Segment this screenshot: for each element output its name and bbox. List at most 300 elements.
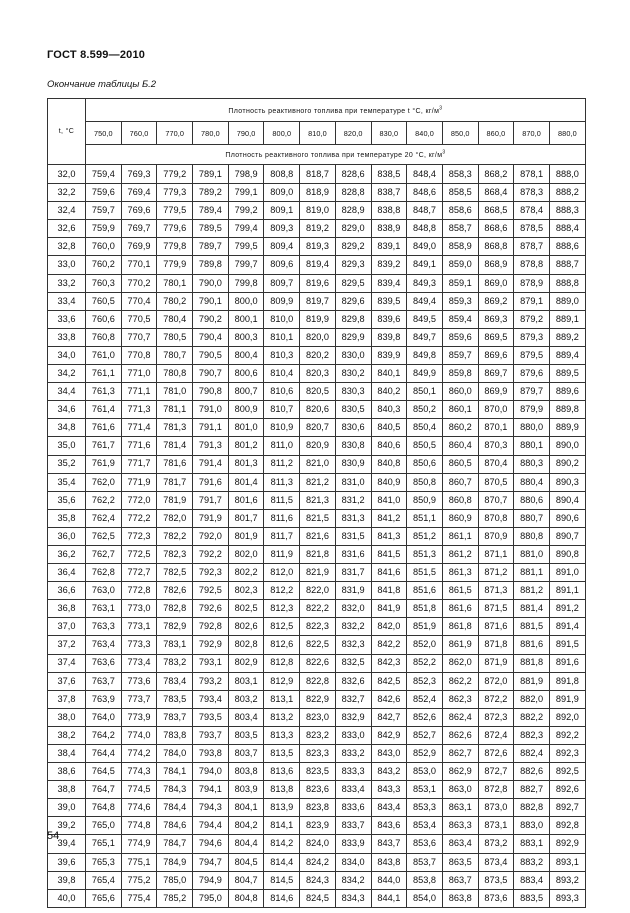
density-cell: 833,6 xyxy=(335,799,371,817)
density-cell: 801,0 xyxy=(228,419,264,437)
density-cell: 842,9 xyxy=(371,726,407,744)
density-cell: 804,2 xyxy=(228,817,264,835)
column-header-830-0: 830,0 xyxy=(371,122,407,145)
density-cell: 783,8 xyxy=(157,726,193,744)
density-cell: 772,2 xyxy=(121,509,157,527)
density-cell: 783,5 xyxy=(157,690,193,708)
reference-header-text: Плотность реактивного топлива при температуре 20 °C, $кг/м^3$ xyxy=(225,149,446,160)
density-cell: 780,8 xyxy=(157,365,193,383)
density-cell: 843,2 xyxy=(371,763,407,781)
density-cell: 773,7 xyxy=(121,690,157,708)
table-row xyxy=(48,292,586,310)
temperature-cell: 38,2 xyxy=(48,726,86,744)
density-cell: 791,0 xyxy=(193,401,229,419)
density-cell: 803,1 xyxy=(228,672,264,690)
density-cell: 850,2 xyxy=(407,401,443,419)
density-cell: 763,9 xyxy=(86,690,122,708)
column-header-850-0: 850,0 xyxy=(442,122,478,145)
density-cell: 850,8 xyxy=(407,473,443,491)
density-cell: 893,1 xyxy=(549,853,585,871)
density-cell: 822,6 xyxy=(300,654,336,672)
density-cell: 830,3 xyxy=(335,383,371,401)
column-header-800-0: 800,0 xyxy=(264,122,300,145)
density-cell: 774,8 xyxy=(121,817,157,835)
density-cell: 759,6 xyxy=(86,184,122,202)
density-cell: 883,5 xyxy=(514,889,550,907)
density-cell: 841,9 xyxy=(371,600,407,618)
density-cell: 785,0 xyxy=(157,871,193,889)
temperature-cell: 33,6 xyxy=(48,310,86,328)
density-cell: 869,9 xyxy=(478,383,514,401)
density-cell: 769,9 xyxy=(121,238,157,256)
density-cell: 868,4 xyxy=(478,184,514,202)
density-cell: 783,1 xyxy=(157,636,193,654)
density-cell: 772,0 xyxy=(121,491,157,509)
density-cell: 892,5 xyxy=(549,763,585,781)
density-cell: 878,3 xyxy=(514,184,550,202)
column-header-750-0: 750,0 xyxy=(86,122,122,145)
density-cell: 871,8 xyxy=(478,636,514,654)
density-cell: 771,4 xyxy=(121,419,157,437)
density-cell: 889,0 xyxy=(549,292,585,310)
density-cell: 774,5 xyxy=(121,781,157,799)
density-cell: 830,5 xyxy=(335,401,371,419)
density-cell: 794,9 xyxy=(193,871,229,889)
density-cell: 765,6 xyxy=(86,889,122,907)
density-cell: 821,2 xyxy=(300,473,336,491)
density-cell: 785,2 xyxy=(157,889,193,907)
density-cell: 759,4 xyxy=(86,165,122,184)
density-cell: 840,2 xyxy=(371,383,407,401)
density-cell: 893,2 xyxy=(549,871,585,889)
density-cell: 771,1 xyxy=(121,383,157,401)
density-cell: 890,0 xyxy=(549,437,585,455)
density-cell: 761,4 xyxy=(86,401,122,419)
density-cell: 832,7 xyxy=(335,690,371,708)
density-at-t-header xyxy=(86,99,586,122)
density-cell: 765,3 xyxy=(86,853,122,871)
density-cell: 840,9 xyxy=(371,473,407,491)
density-cell: 819,6 xyxy=(300,274,336,292)
density-cell: 822,5 xyxy=(300,636,336,654)
density-cell: 860,0 xyxy=(442,383,478,401)
density-cell: 801,7 xyxy=(228,509,264,527)
column-header-880-0: 880,0 xyxy=(549,122,585,145)
density-cell: 842,0 xyxy=(371,618,407,636)
density-cell: 859,8 xyxy=(442,365,478,383)
density-cell: 871,6 xyxy=(478,618,514,636)
density-cell: 764,4 xyxy=(86,745,122,763)
table-row xyxy=(48,437,586,455)
density-cell: 861,1 xyxy=(442,527,478,545)
density-cell: 761,0 xyxy=(86,346,122,364)
density-cell: 828,6 xyxy=(335,165,371,184)
density-cell: 813,2 xyxy=(264,708,300,726)
density-cell: 862,0 xyxy=(442,654,478,672)
density-cell: 823,2 xyxy=(300,726,336,744)
density-cell: 849,5 xyxy=(407,310,443,328)
column-header-770-0: 770,0 xyxy=(157,122,193,145)
density-cell: 784,4 xyxy=(157,799,193,817)
density-cell: 781,4 xyxy=(157,437,193,455)
density-cell: 760,0 xyxy=(86,238,122,256)
page-number: 54 xyxy=(47,830,60,842)
density-cell: 840,8 xyxy=(371,455,407,473)
density-cell: 784,9 xyxy=(157,853,193,871)
density-cell: 781,7 xyxy=(157,473,193,491)
density-cell: 793,1 xyxy=(193,654,229,672)
density-at-20-header xyxy=(86,145,586,165)
density-cell: 791,9 xyxy=(193,509,229,527)
density-cell: 834,3 xyxy=(335,889,371,907)
density-cell: 832,0 xyxy=(335,600,371,618)
density-cell: 802,0 xyxy=(228,545,264,563)
density-cell: 819,0 xyxy=(300,202,336,220)
table-row xyxy=(48,799,586,817)
density-cell: 870,1 xyxy=(478,419,514,437)
density-cell: 800,6 xyxy=(228,365,264,383)
temperature-cell: 39,0 xyxy=(48,799,86,817)
density-cell: 831,6 xyxy=(335,545,371,563)
density-cell: 881,5 xyxy=(514,618,550,636)
density-cell: 790,1 xyxy=(193,292,229,310)
density-cell: 838,9 xyxy=(371,220,407,238)
density-cell: 799,2 xyxy=(228,202,264,220)
density-cell: 873,2 xyxy=(478,835,514,853)
temperature-cell: 37,6 xyxy=(48,672,86,690)
table-row xyxy=(48,763,586,781)
density-cell: 889,6 xyxy=(549,383,585,401)
density-cell: 802,3 xyxy=(228,582,264,600)
density-cell: 890,6 xyxy=(549,509,585,527)
table-body xyxy=(48,165,586,908)
density-cell: 821,8 xyxy=(300,545,336,563)
density-cell: 880,6 xyxy=(514,491,550,509)
density-cell: 821,5 xyxy=(300,509,336,527)
density-cell: 812,9 xyxy=(264,672,300,690)
density-cell: 802,8 xyxy=(228,636,264,654)
density-cell: 791,1 xyxy=(193,419,229,437)
table-row xyxy=(48,582,586,600)
density-cell: 812,3 xyxy=(264,600,300,618)
density-cell: 820,0 xyxy=(300,328,336,346)
density-cell: 809,0 xyxy=(264,184,300,202)
table-row xyxy=(48,889,586,907)
density-cell: 860,7 xyxy=(442,473,478,491)
density-cell: 791,4 xyxy=(193,455,229,473)
density-cell: 853,1 xyxy=(407,781,443,799)
density-cell: 781,3 xyxy=(157,419,193,437)
density-cell: 861,8 xyxy=(442,618,478,636)
density-cell: 841,8 xyxy=(371,582,407,600)
density-cell: 782,2 xyxy=(157,527,193,545)
density-cell: 772,5 xyxy=(121,545,157,563)
density-cell: 842,5 xyxy=(371,672,407,690)
density-cell: 800,9 xyxy=(228,401,264,419)
density-cell: 809,7 xyxy=(264,274,300,292)
temperature-cell: 36,0 xyxy=(48,527,86,545)
density-cell: 790,2 xyxy=(193,310,229,328)
density-cell: 812,2 xyxy=(264,582,300,600)
density-cell: 802,6 xyxy=(228,618,264,636)
density-cell: 828,9 xyxy=(335,202,371,220)
density-cell: 849,8 xyxy=(407,346,443,364)
density-cell: 793,7 xyxy=(193,726,229,744)
table-row xyxy=(48,817,586,835)
temperature-cell: 34,6 xyxy=(48,401,86,419)
density-cell: 869,5 xyxy=(478,328,514,346)
column-header-870-0: 870,0 xyxy=(514,122,550,145)
density-cell: 863,0 xyxy=(442,781,478,799)
temperature-cell: 40,0 xyxy=(48,889,86,907)
density-cell: 829,5 xyxy=(335,274,371,292)
density-cell: 804,1 xyxy=(228,799,264,817)
density-cell: 820,5 xyxy=(300,383,336,401)
density-cell: 873,6 xyxy=(478,889,514,907)
density-cell: 833,2 xyxy=(335,745,371,763)
density-cell: 773,1 xyxy=(121,618,157,636)
density-cell: 801,6 xyxy=(228,491,264,509)
density-cell: 828,8 xyxy=(335,184,371,202)
density-cell: 862,2 xyxy=(442,672,478,690)
density-cell: 772,3 xyxy=(121,527,157,545)
table-row xyxy=(48,853,586,871)
density-cell: 870,4 xyxy=(478,455,514,473)
density-cell: 844,1 xyxy=(371,889,407,907)
density-cell: 823,0 xyxy=(300,708,336,726)
density-cell: 870,7 xyxy=(478,491,514,509)
density-cell: 800,4 xyxy=(228,346,264,364)
table-row xyxy=(48,835,586,853)
density-cell: 823,8 xyxy=(300,799,336,817)
density-cell: 839,5 xyxy=(371,292,407,310)
density-header-text: Плотность реактивного топлива при температуре t °C, $кг/м^3$ xyxy=(228,105,443,115)
density-cell: 879,7 xyxy=(514,383,550,401)
density-cell: 863,1 xyxy=(442,799,478,817)
density-cell: 821,0 xyxy=(300,455,336,473)
temperature-cell: 32,2 xyxy=(48,184,86,202)
density-cell: 831,9 xyxy=(335,582,371,600)
density-cell: 784,3 xyxy=(157,781,193,799)
temperature-cell: 37,8 xyxy=(48,690,86,708)
table-row xyxy=(48,184,586,202)
temperature-cell: 32,0 xyxy=(48,165,86,184)
density-cell: 812,6 xyxy=(264,636,300,654)
density-cell: 861,9 xyxy=(442,636,478,654)
density-cell: 889,4 xyxy=(549,346,585,364)
density-cell: 851,1 xyxy=(407,509,443,527)
density-cell: 870,9 xyxy=(478,527,514,545)
density-cell: 872,7 xyxy=(478,763,514,781)
density-cell: 773,4 xyxy=(121,654,157,672)
density-cell: 770,4 xyxy=(121,292,157,310)
density-cell: 770,5 xyxy=(121,310,157,328)
density-cell: 789,4 xyxy=(193,202,229,220)
column-header-840-0: 840,0 xyxy=(407,122,443,145)
reference-density-columns xyxy=(48,122,586,145)
density-cell: 810,0 xyxy=(264,310,300,328)
density-cell: 860,8 xyxy=(442,491,478,509)
density-cell: 840,1 xyxy=(371,365,407,383)
density-cell: 810,9 xyxy=(264,419,300,437)
density-cell: 803,2 xyxy=(228,690,264,708)
density-cell: 843,4 xyxy=(371,799,407,817)
density-cell: 883,0 xyxy=(514,817,550,835)
density-cell: 813,8 xyxy=(264,781,300,799)
density-cell: 824,0 xyxy=(300,835,336,853)
density-cell: 813,9 xyxy=(264,799,300,817)
density-cell: 868,5 xyxy=(478,202,514,220)
density-cell: 775,1 xyxy=(121,853,157,871)
density-cell: 760,5 xyxy=(86,292,122,310)
density-cell: 889,1 xyxy=(549,310,585,328)
temperature-column-header xyxy=(48,99,86,165)
density-cell: 848,8 xyxy=(407,220,443,238)
density-cell: 794,4 xyxy=(193,817,229,835)
density-cell: 831,7 xyxy=(335,564,371,582)
density-cell: 812,0 xyxy=(264,564,300,582)
table-row xyxy=(48,383,586,401)
density-cell: 860,2 xyxy=(442,419,478,437)
density-cell: 848,6 xyxy=(407,184,443,202)
density-cell: 789,1 xyxy=(193,165,229,184)
density-cell: 860,4 xyxy=(442,437,478,455)
density-cell: 854,0 xyxy=(407,889,443,907)
density-cell: 890,2 xyxy=(549,455,585,473)
density-cell: 764,8 xyxy=(86,799,122,817)
density-cell: 861,3 xyxy=(442,564,478,582)
density-cell: 829,6 xyxy=(335,292,371,310)
density-cell: 794,1 xyxy=(193,781,229,799)
density-cell: 773,3 xyxy=(121,636,157,654)
table-row xyxy=(48,690,586,708)
density-cell: 762,8 xyxy=(86,564,122,582)
density-cell: 871,3 xyxy=(478,582,514,600)
density-cell: 829,8 xyxy=(335,310,371,328)
density-cell: 832,5 xyxy=(335,654,371,672)
column-header-780-0: 780,0 xyxy=(193,122,229,145)
density-cell: 878,7 xyxy=(514,238,550,256)
density-cell: 841,3 xyxy=(371,527,407,545)
density-cell: 882,7 xyxy=(514,781,550,799)
density-cell: 840,5 xyxy=(371,419,407,437)
table-row xyxy=(48,401,586,419)
temperature-cell: 37,2 xyxy=(48,636,86,654)
density-cell: 769,7 xyxy=(121,220,157,238)
density-cell: 869,0 xyxy=(478,274,514,292)
table-row xyxy=(48,654,586,672)
table-row xyxy=(48,618,586,636)
density-cell: 890,7 xyxy=(549,527,585,545)
density-cell: 842,7 xyxy=(371,708,407,726)
temperature-cell: 38,6 xyxy=(48,763,86,781)
density-cell: 841,6 xyxy=(371,564,407,582)
density-table xyxy=(47,98,586,908)
density-cell: 879,5 xyxy=(514,346,550,364)
density-cell: 838,7 xyxy=(371,184,407,202)
density-cell: 849,0 xyxy=(407,238,443,256)
density-cell: 882,3 xyxy=(514,726,550,744)
density-cell: 862,4 xyxy=(442,708,478,726)
density-cell: 838,5 xyxy=(371,165,407,184)
density-cell: 893,3 xyxy=(549,889,585,907)
density-cell: 803,4 xyxy=(228,708,264,726)
temperature-cell: 38,4 xyxy=(48,745,86,763)
density-cell: 871,2 xyxy=(478,564,514,582)
temperature-cell: 32,6 xyxy=(48,220,86,238)
density-cell: 839,2 xyxy=(371,256,407,274)
density-cell: 882,4 xyxy=(514,745,550,763)
density-cell: 849,7 xyxy=(407,328,443,346)
density-cell: 811,7 xyxy=(264,527,300,545)
density-cell: 888,8 xyxy=(549,274,585,292)
density-cell: 869,6 xyxy=(478,346,514,364)
table-row xyxy=(48,365,586,383)
density-cell: 769,3 xyxy=(121,165,157,184)
density-cell: 812,8 xyxy=(264,654,300,672)
temperature-cell: 37,0 xyxy=(48,618,86,636)
density-cell: 811,6 xyxy=(264,509,300,527)
density-cell: 771,7 xyxy=(121,455,157,473)
density-cell: 760,2 xyxy=(86,256,122,274)
density-cell: 822,3 xyxy=(300,618,336,636)
density-cell: 774,3 xyxy=(121,763,157,781)
density-cell: 891,6 xyxy=(549,654,585,672)
density-cell: 832,9 xyxy=(335,708,371,726)
table-row xyxy=(48,636,586,654)
density-cell: 892,7 xyxy=(549,799,585,817)
density-cell: 809,6 xyxy=(264,256,300,274)
density-cell: 803,8 xyxy=(228,763,264,781)
density-cell: 822,9 xyxy=(300,690,336,708)
column-header-790-0: 790,0 xyxy=(228,122,264,145)
density-cell: 791,7 xyxy=(193,491,229,509)
density-cell: 878,5 xyxy=(514,220,550,238)
density-cell: 888,6 xyxy=(549,238,585,256)
density-cell: 872,4 xyxy=(478,726,514,744)
density-cell: 794,7 xyxy=(193,853,229,871)
density-cell: 830,6 xyxy=(335,419,371,437)
density-cell: 774,2 xyxy=(121,745,157,763)
density-cell: 888,7 xyxy=(549,256,585,274)
density-cell: 872,3 xyxy=(478,708,514,726)
density-cell: 870,3 xyxy=(478,437,514,455)
density-cell: 881,0 xyxy=(514,545,550,563)
density-cell: 873,4 xyxy=(478,853,514,871)
temperature-cell: 34,4 xyxy=(48,383,86,401)
temperature-cell: 35,4 xyxy=(48,473,86,491)
density-cell: 882,8 xyxy=(514,799,550,817)
density-cell: 892,8 xyxy=(549,817,585,835)
density-cell: 769,4 xyxy=(121,184,157,202)
density-cell: 850,4 xyxy=(407,419,443,437)
density-cell: 759,9 xyxy=(86,220,122,238)
density-cell: 790,7 xyxy=(193,365,229,383)
temperature-cell: 32,4 xyxy=(48,202,86,220)
density-cell: 892,0 xyxy=(549,708,585,726)
density-cell: 883,2 xyxy=(514,853,550,871)
density-cell: 804,4 xyxy=(228,835,264,853)
density-cell: 782,8 xyxy=(157,600,193,618)
table-row xyxy=(48,455,586,473)
temperature-cell: 33,2 xyxy=(48,274,86,292)
density-cell: 761,7 xyxy=(86,437,122,455)
density-cell: 858,6 xyxy=(442,202,478,220)
density-cell: 812,5 xyxy=(264,618,300,636)
table-row xyxy=(48,491,586,509)
density-cell: 848,7 xyxy=(407,202,443,220)
document-header: ГОСТ 8.599—2010 xyxy=(47,49,146,61)
